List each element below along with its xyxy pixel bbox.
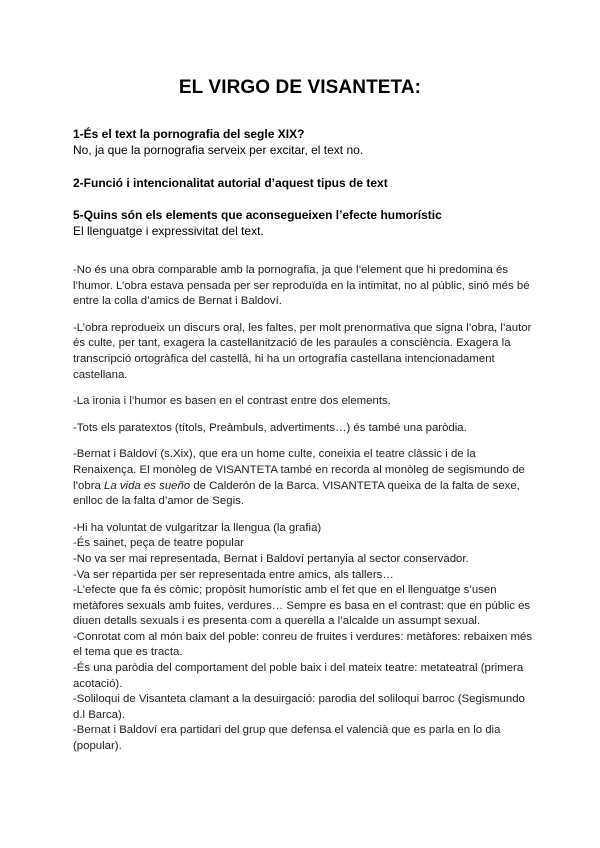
- paragraph: [73, 447, 535, 509]
- paragraph: -L’obra reprodueix un discurs oral, les faltes, per molt prenormativa que signa l’obra, l’autor és culte, per tant, exagera la castellanització de les paraules a consciència. Exagera la transcripció ortogràfica del castellà, hi ha un ortografía castellana intencionadament castellana.: [73, 321, 532, 381]
- list-item: -Bernat i Baldoví era partidari del grup que defensa el valencià que es parla en lo dia (popular).: [73, 724, 501, 753]
- question-1: [73, 126, 553, 158]
- bullet-list: [73, 521, 535, 755]
- question-heading: 5-Quins són els elements que aconsegueixen l’efecte humorístic: [73, 208, 442, 222]
- question-answer: No, ja que la pornografia serveix per excitar, el text no.: [73, 143, 364, 157]
- list-item: -Soliloqui de Visanteta clamant a la desuirgació: parodia del soliloqui barroc (Segismundo d.l Barca).: [73, 693, 525, 721]
- question-2: [73, 175, 553, 191]
- question-answer: El llenguatge i expressivitat del text.: [73, 224, 264, 238]
- paragraph: -La ironia i l’humor es basen en el contrast entre dos elements.: [73, 395, 391, 408]
- list-item: -Hi ha voluntat de vulgaritzar la llengua (la grafia): [73, 521, 322, 534]
- list-item: -És sainet, peça de teatre popular: [73, 537, 244, 550]
- italic-work-title: La vida es sueño: [104, 479, 191, 492]
- list-item: -Va ser repartida per ser representada entre amics, als tallers…: [73, 568, 394, 581]
- paragraph: -Tots els paratextos (títols, Preàmbuls, advertiments…) és també una paròdia.: [73, 421, 467, 434]
- list-item: -No va ser mai representada, Bernat i Baldoví pertanyia al sector conservador.: [73, 552, 469, 565]
- question-5: [73, 207, 553, 239]
- question-heading: 1-És el text la pornografia del segle XIX?: [73, 127, 305, 141]
- list-item: -És una paròdia del comportament del poble baix i del mateix teatre: metateatral (primera acotació).: [73, 662, 524, 690]
- list-item: -Conrotat com al món baix del poble: conreu de fruites i verdures: metàfores: rebaixen més el tema que es tracta.: [73, 630, 533, 659]
- document-title: EL VIRGO DE VISANTETA:: [178, 77, 422, 98]
- paragraph-text: -Bernat i Baldoví (s.Xix), que era un home culte, coneixia el teatre clàssic i de la Renaixença. El monòleg de VISANTETA també en recorda al monòleg de segismundo de l’obra: [73, 448, 525, 492]
- question-heading: 2-Funció i intencionalitat autorial d’aquest tipus de text: [73, 176, 388, 190]
- body-text: [73, 263, 535, 755]
- paragraph-text: de Calderón de la Barca. VISANTETA queixa de la falta de sexe, enlloc de la falta d’amor de Segis.: [73, 479, 520, 508]
- paragraph: -No és una obra comparable amb la pornografia, ja que l’element que hi predomina és l’humor. L’obra estava pensada per ser reproduïda en la intimitat, no al públic, sinó més bé entre la colla d’amics de Bernat i Baldoví.: [73, 264, 530, 308]
- list-item: -L’efecte que fa és còmic; propòsit humorístic amb el fet que en el llenguatge s’usen metàfores sexuals amb fuites, verdures… Sempre es basa en el contrast: que en públic es diuen detalls sexuals i es presenta com a querella a l’alcalde un assumpt sexual.: [73, 584, 531, 628]
